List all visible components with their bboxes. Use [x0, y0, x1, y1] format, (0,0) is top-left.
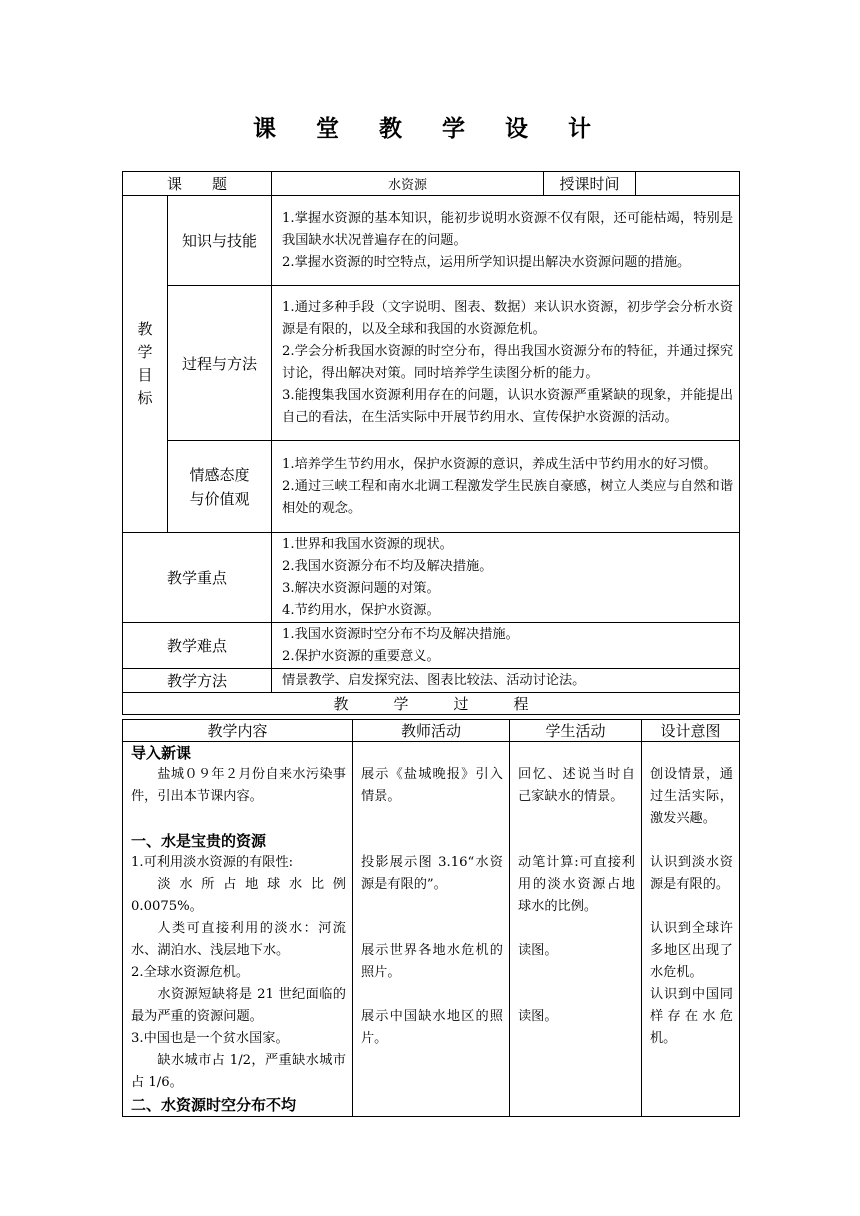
section1-item: 2.全球水资源危机。 — [131, 965, 250, 980]
key-point-item: 3.解决水资源问题的对策。 — [282, 580, 440, 596]
process-item: 1.通过多种手段（文字说明、图表、数据）来认识水资源，初步学会分析水资源是有限的，以及全球和我国的水资源危机。 — [282, 300, 734, 337]
process-text — [272, 286, 740, 441]
key-points-text — [272, 533, 740, 623]
design-table — [122, 171, 740, 715]
difficulties-label: 教学难点 — [123, 623, 272, 669]
difficulties-text — [272, 623, 740, 669]
emotion-item: 1.培养学生节约用水，保护水资源的意识，养成生活中节约用水的好习惯。 — [282, 456, 717, 472]
section1-heading: 一、水是宝贵的资源 — [131, 832, 267, 850]
process-section-title: 教 学 过 程 — [123, 693, 740, 715]
topic-value: 水资源 — [272, 172, 544, 196]
intro-text: 盐城０９年２月份自来水污染事件，引出本节课内容。 — [131, 767, 346, 804]
col-content: 教学内容 — [123, 720, 353, 742]
student-activity: 读图。 — [518, 1009, 558, 1024]
knowledge-item: 2.掌握水资源的时空特点，运用所学知识提出解决水资源问题的措施。 — [282, 254, 691, 270]
student-activity: 读图。 — [518, 943, 558, 958]
time-label: 授课时间 — [544, 172, 636, 196]
content-cell — [123, 742, 353, 1117]
design-intent: 认识到中国同样存在水危机。 — [650, 987, 733, 1046]
teacher-activity: 投影展示图 3.16“水资源是有限的”。 — [361, 855, 503, 892]
methods-text: 情景教学、启发探究法、图表比较法、活动讨论法。 — [272, 669, 740, 693]
key-point-item: 4.节约用水，保护水资源。 — [282, 602, 440, 618]
key-points-label: 教学重点 — [123, 533, 272, 623]
intro-heading: 导入新课 — [131, 744, 192, 762]
process-label: 过程与方法 — [168, 286, 272, 441]
section1-item: 3.中国也是一个贫水国家。 — [131, 1031, 289, 1046]
key-point-item: 2.我国水资源分布不均及解决措施。 — [282, 558, 493, 574]
process-table — [122, 719, 740, 1117]
emotion-label-1: 情感态度 — [189, 465, 250, 484]
emotion-item: 2.通过三峡工程和南水北调工程激发学生民族自豪感，树立人类应与自然和谐相处的观念。 — [282, 478, 734, 516]
section1-detail: 淡水所占地球水比例 0.0075%。 — [131, 877, 346, 914]
emotion-text — [272, 441, 740, 533]
section1-item: 1.可利用淡水资源的有限性: — [131, 855, 294, 870]
teacher-activity: 展示《盐城晚报》引入情景。 — [361, 767, 503, 804]
difficulty-item: 2.保护水资源的重要意义。 — [282, 648, 440, 664]
topic-label: 课 题 — [123, 172, 272, 196]
process-item: 3.能搜集我国水资源利用存在的问题，认识水资源严重紧缺的现象，并能提出自己的看法，在生活实际中开展节约用水、宣传保护水资源的活动。 — [282, 388, 734, 425]
design-intent: 认识到全球许多地区出现了水危机。 — [650, 921, 733, 980]
section1-detail: 人类可直接利用的淡水：河流水、湖泊水、浅层地下水。 — [131, 921, 346, 958]
design-intent: 创设情景，通过生活实际，激发兴趣。 — [650, 767, 733, 826]
section2-heading: 二、水资源时空分布不均 — [131, 1096, 297, 1114]
difficulty-item: 1.我国水资源时空分布不均及解决措施。 — [282, 626, 519, 642]
knowledge-text — [272, 196, 740, 286]
student-cell — [510, 742, 642, 1117]
emotion-label-2: 与价值观 — [189, 489, 250, 508]
student-activity: 动笔计算:可直接利用的淡水资源占地球水的比例。 — [518, 855, 635, 914]
time-value — [636, 172, 740, 196]
objectives-label-text: 教学目标 — [137, 320, 153, 407]
objectives-label — [123, 196, 168, 533]
section1-detail: 缺水城市占 1/2，严重缺水城市占 1/6。 — [131, 1053, 346, 1090]
student-activity: 回忆、述说当时自己家缺水的情景。 — [518, 767, 635, 804]
section1-detail: 水资源短缺将是 21 世纪面临的最为严重的资源问题。 — [131, 987, 346, 1024]
page-title: 课 堂 教 学 设 计 — [252, 116, 608, 142]
methods-label: 教学方法 — [123, 669, 272, 693]
col-student: 学生活动 — [510, 720, 642, 742]
col-intent: 设计意图 — [642, 720, 740, 742]
intent-cell — [642, 742, 740, 1117]
knowledge-item: 1.掌握水资源的基本知识，能初步说明水资源不仅有限，还可能枯竭，特别是我国缺水状况普遍存在的问题。 — [282, 210, 734, 248]
col-teacher: 教师活动 — [353, 720, 510, 742]
teacher-activity: 展示世界各地水危机的照片。 — [361, 943, 503, 980]
knowledge-label: 知识与技能 — [168, 196, 272, 286]
teacher-activity: 展示中国缺水地区的照片。 — [361, 1009, 503, 1046]
process-item: 2.学会分析我国水资源的时空分布，得出我国水资源分布的特征，并通过探究讨论，得出解决对策。同时培养学生读图分析的能力。 — [282, 344, 734, 381]
teacher-cell — [353, 742, 510, 1117]
design-intent: 认识到淡水资源是有限的。 — [650, 855, 733, 892]
key-point-item: 1.世界和我国水资源的现状。 — [282, 536, 453, 552]
emotion-label — [168, 441, 272, 533]
